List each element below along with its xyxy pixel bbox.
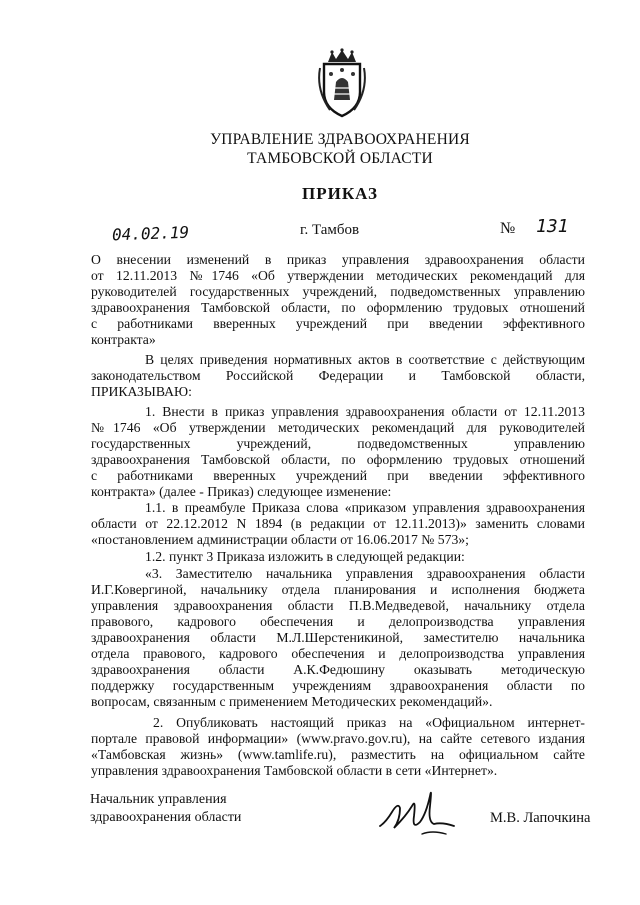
body-line: поддержку государственным учреждениям здравоохранения области по [91,678,585,693]
signatory-position-line1: Начальник управления [90,792,227,807]
signatory-position-line2: здравоохранения области [90,810,242,825]
body-line: И.Г.Ковергиной, начальнику отдела планирования и исполнения бюджета [91,582,585,597]
body-line: вопросам, связанным с применением Методических рекомендаций». [91,694,493,709]
body-line: области от 22.12.2012 N 1894 (в редакции от 12.11.2013)» заменить словами [91,516,585,531]
subject-line: с работниками вверенных учреждений при введении эффективного [91,316,585,331]
body-line: В целях приведения нормативных актов в соответствие с действующим [145,352,585,367]
body-line: правового, кадрового обеспечения и делопроизводства управления [91,614,585,629]
body-line: законодательством Российской Федерации и Тамбовской области, [91,368,585,383]
handwritten-order-number: 131 [536,216,569,237]
body-line: ПРИКАЗЫВАЮ: [91,384,192,399]
body-line: №1746 «Об утверждении методических рекомендаций для руководителей [91,420,585,435]
body-line: портале правовой информации» (www.pravo.gov.ru), на сайте сетевого издания [91,731,585,746]
body-line: управления здравоохранения Тамбовской области в сети «Интернет». [91,763,498,778]
body-line: 1.1. в преамбуле Приказа слова «приказом управления здравоохранения [145,500,585,515]
number-label: № [500,220,516,237]
body-line: 1. Внести в приказ управления здравоохранения области от 12.11.2013 [145,404,585,419]
body-line: здравоохранения Тамбовской области, по оформлению трудовых отношений [91,452,585,467]
organization-name-line2: ТАМБОВСКОЙ ОБЛАСТИ [247,150,433,167]
body-line: «3. Заместителю начальника управления здравоохранения области [145,566,585,581]
signatory-name: М.В. Лапочкина [490,810,591,826]
body-line: здравоохранения области А.К.Федюшину оказывать методическую [91,662,585,677]
body-line: 1.2. пункт 3 Приказа изложить в следующей редакции: [145,549,465,564]
body-line: управления здравоохранения области П.В.Медведевой, начальнику отдела [91,598,585,613]
document-type-title: ПРИКАЗ [302,184,378,203]
body-line: 2. Опубликовать настоящий приказ на «Официальном интернет- [153,715,585,730]
handwritten-signature [372,776,462,846]
city: г. Тамбов [300,222,360,238]
body-line: государственных учреждений, подведомственных управлению [91,436,585,451]
coat-of-arms-emblem [316,48,368,118]
body-line: «Тамбовская жизнь» (www.tamlife.ru), разместить на официальном сайте [91,747,585,762]
organization-name-line1: УПРАВЛЕНИЕ ЗДРАВООХРАНЕНИЯ [210,131,470,148]
subject-line: контракта» [91,332,156,347]
body-line: контракта» (далее - Приказ) следующее изменение: [91,484,392,499]
body-line: с работниками вверенных учреждений при введении эффективного [91,468,585,483]
subject-line: от 12.11.2013 №1746 «Об утверждении методических рекомендаций для [91,268,585,283]
handwritten-date: 04.02.19 [111,222,190,245]
subject-line: О внесении изменений в приказ управления здравоохранения области [91,252,585,267]
body-line: отдела правового, кадрового обеспечения и делопроизводства управления [91,646,585,661]
subject-line: руководителей государственных учреждений, подведомственных управлению [91,284,585,299]
body-line: здравоохранения области М.Л.Шерстеникиной, заместителю начальника [91,630,585,645]
subject-line: здравоохранения Тамбовской области, по оформлению трудовых отношений [91,300,585,315]
body-line: «постановлением администрации области от 16.06.2017 № 573»; [91,532,469,547]
